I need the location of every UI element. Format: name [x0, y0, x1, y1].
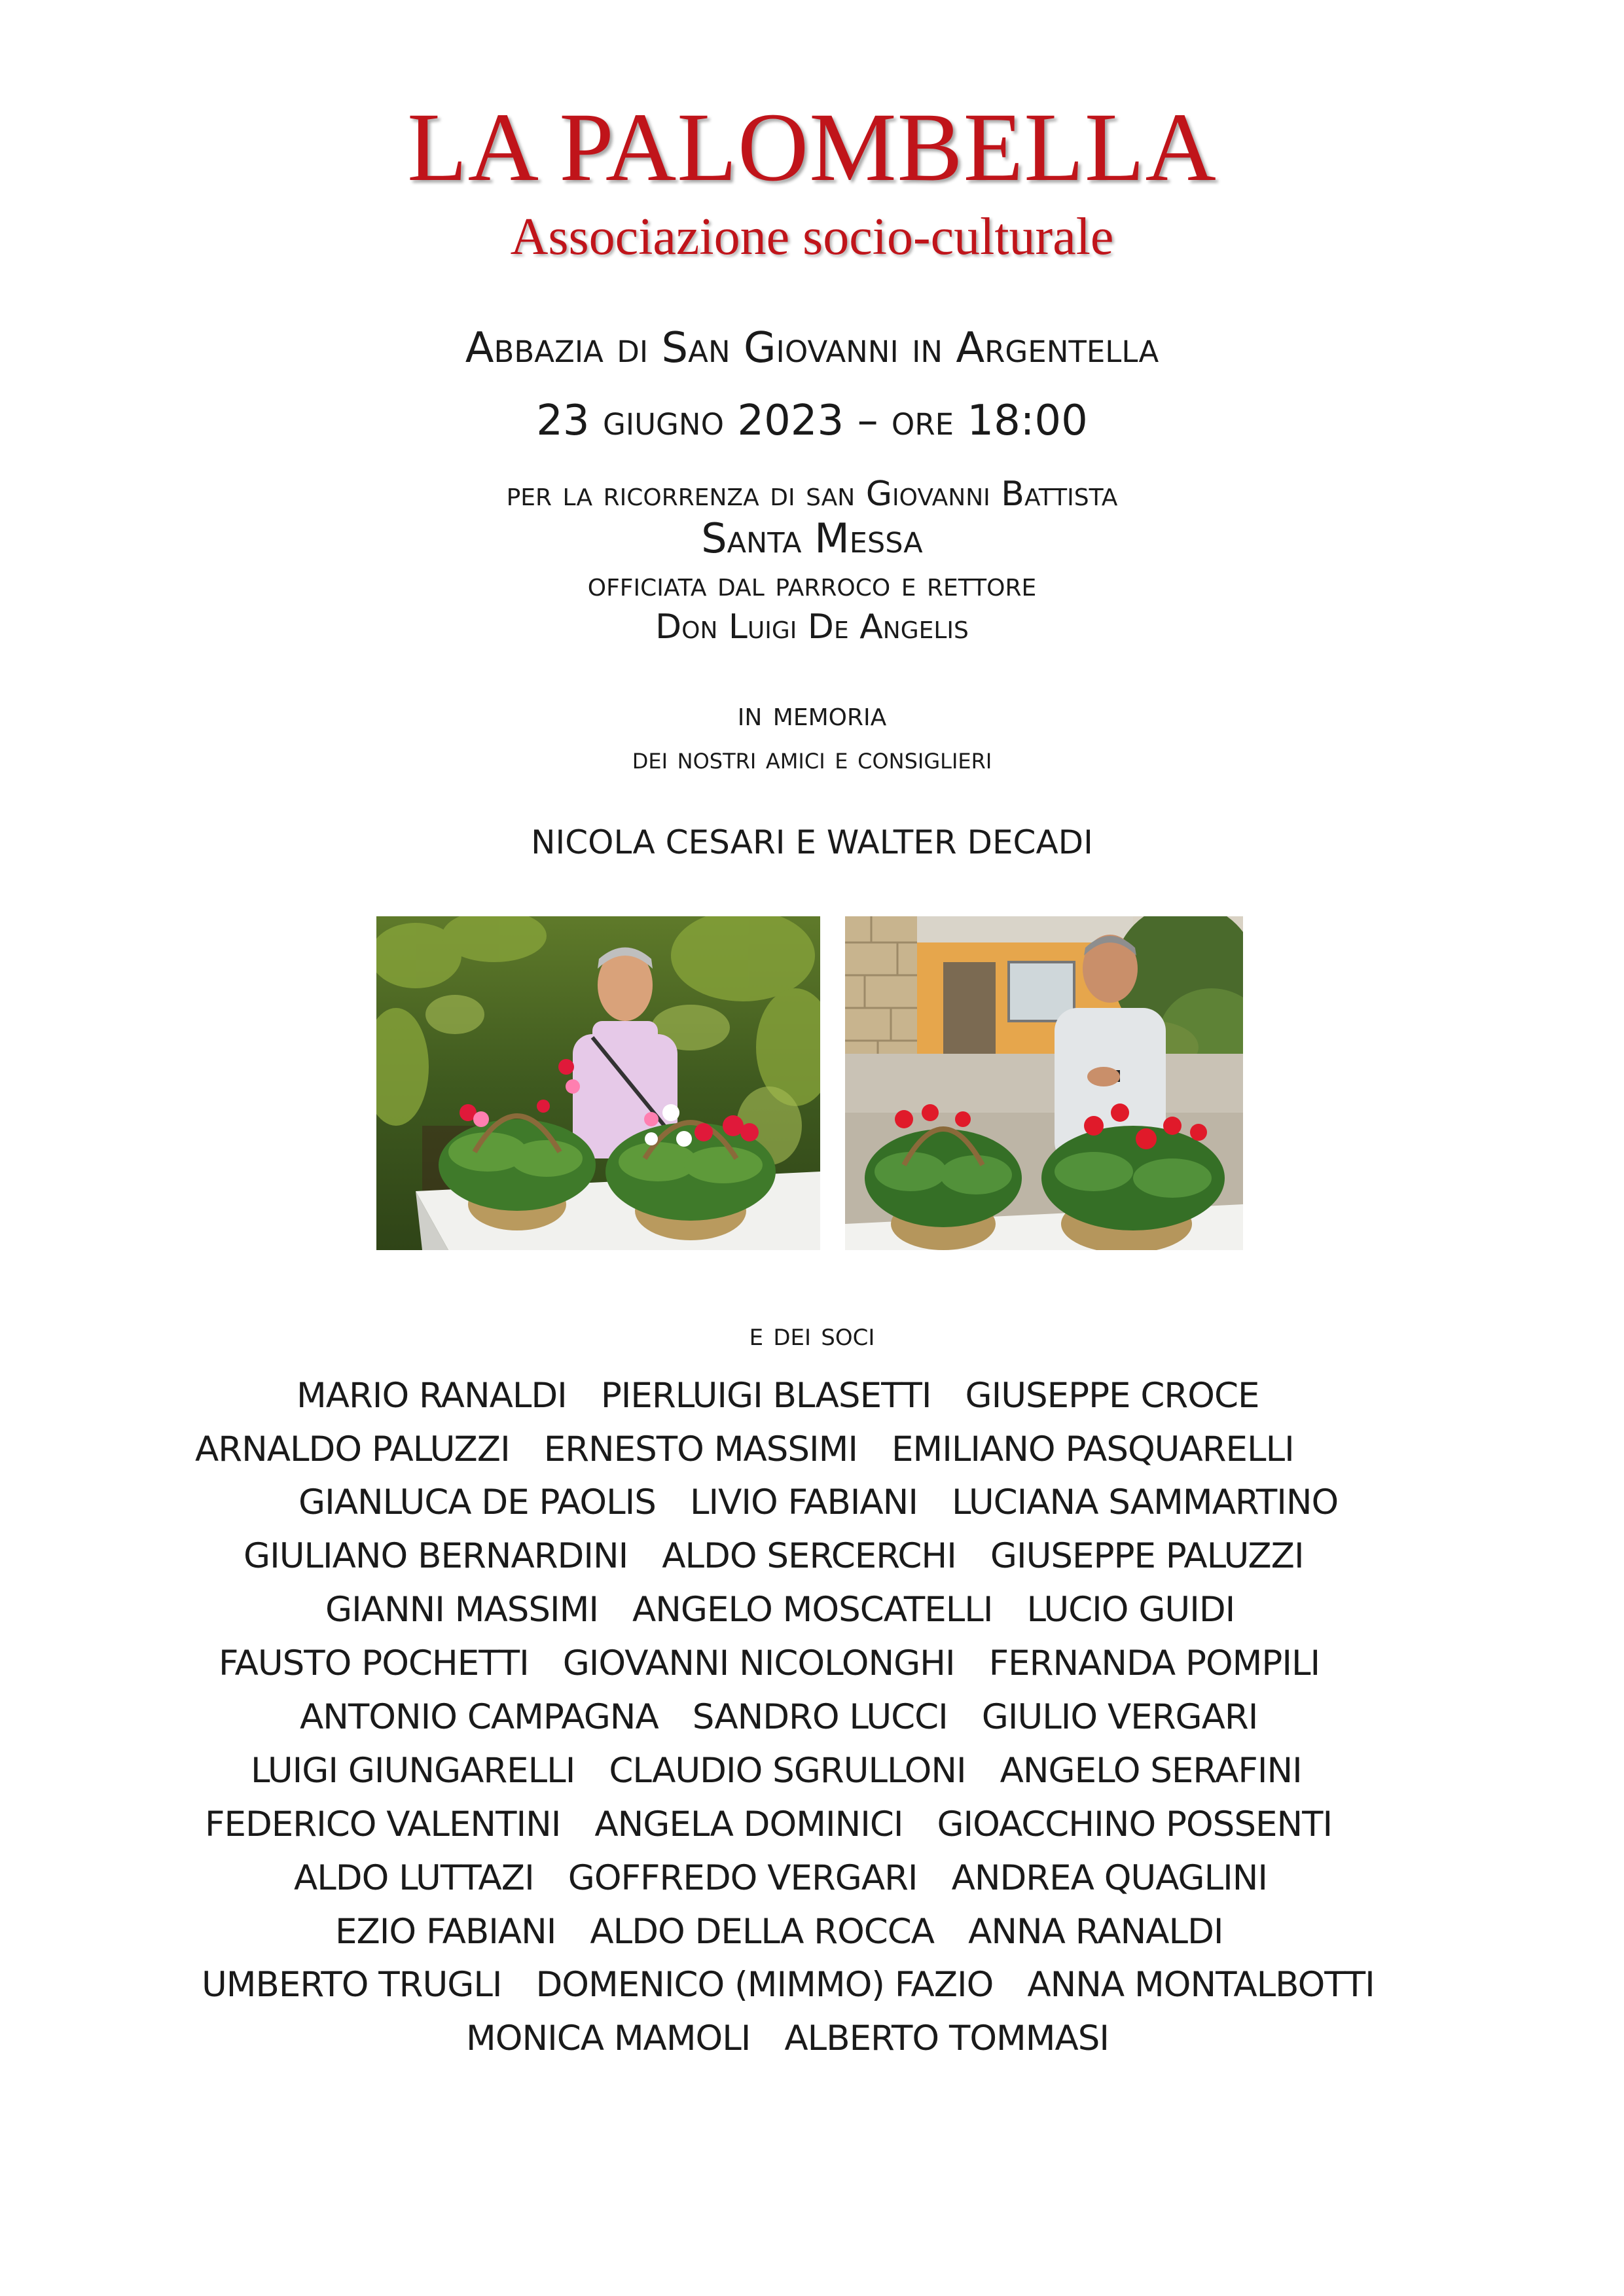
member-name: GIOACCHINO POSSENTI [937, 1804, 1333, 1844]
members-row [251, 1748, 1302, 1794]
member-name: ALDO SERCERCHI [662, 1536, 956, 1576]
member-name: EMILIANO PASQUARELLI [892, 1429, 1294, 1469]
member-name: CLAUDIO SGRULLONI [609, 1751, 966, 1791]
member-name: FERNANDA POMPILI [988, 1643, 1320, 1683]
member-name: ALDO DELLA ROCCA [590, 1912, 935, 1952]
member-name: ERNESTO MASSIMI [543, 1429, 858, 1469]
memorial-heading: in memoria [737, 694, 887, 734]
member-name: LUIGI GIUNGARELLI [251, 1751, 575, 1791]
member-name: GOFFREDO VERGARI [568, 1858, 918, 1898]
memorial-names: NICOLA CESARI E WALTER DECADI [531, 823, 1093, 861]
member-name: ANGELO SERAFINI [1000, 1751, 1302, 1791]
memorial-photo-nicola [376, 916, 820, 1250]
member-name: FEDERICO VALENTINI [205, 1804, 561, 1844]
memorial-subheading: dei nostri amici e consiglieri [632, 740, 992, 776]
member-name: LUCIANA SAMMARTINO [951, 1482, 1339, 1522]
member-name: ANDREA QUAGLINI [951, 1858, 1268, 1898]
event-venue: Abbazia di San Giovanni in Argentella [465, 324, 1159, 372]
event-occasion: per la ricorrenza di san Giovanni Battista [506, 475, 1118, 514]
member-name: EZIO FABIANI [335, 1912, 556, 1952]
member-name: SANDRO LUCCI [692, 1697, 948, 1737]
members-row [300, 1695, 1257, 1740]
member-name: DOMENICO (MIMMO) FAZIO [535, 1965, 994, 2005]
member-name: GIOVANNI NICOLONGHI [562, 1643, 955, 1683]
members-row [195, 1427, 1294, 1473]
members-row [297, 1373, 1259, 1419]
members-row [325, 1587, 1235, 1633]
members-row [205, 1802, 1332, 1848]
member-name: FAUSTO POCHETTI [219, 1643, 529, 1683]
members-row [466, 2016, 1109, 2062]
members-row [335, 1909, 1223, 1955]
event-mass: Santa Messa [701, 514, 923, 562]
member-name: GIUSEPPE PALUZZI [990, 1536, 1304, 1576]
member-name: GIULIO VERGARI [981, 1697, 1258, 1737]
members-heading: e dei soci [749, 1316, 875, 1353]
member-name: ALDO LUTTAZI [294, 1858, 534, 1898]
member-name: GIANNI MASSIMI [325, 1590, 598, 1630]
member-name: ANTONIO CAMPAGNA [300, 1697, 659, 1737]
members-row [219, 1641, 1320, 1687]
member-name: ANGELO MOSCATELLI [632, 1590, 993, 1630]
member-name: GIANLUCA DE PAOLIS [298, 1482, 656, 1522]
event-priest: Don Luigi De Angelis [655, 607, 969, 647]
member-name: MONICA MAMOLI [466, 2018, 751, 2058]
member-name: LUCIO GUIDI [1026, 1590, 1235, 1630]
member-name: UMBERTO TRUGLI [202, 1965, 502, 2005]
member-name: LIVIO FABIANI [689, 1482, 918, 1522]
event-officiated: officiata dal parroco e rettore [587, 565, 1037, 604]
members-row [298, 1480, 1338, 1526]
member-name: MARIO RANALDI [297, 1376, 567, 1416]
page-title: LA PALOMBELLA [407, 93, 1217, 202]
members-row [202, 1962, 1375, 2008]
event-datetime: 23 giugno 2023 – ore 18:00 [536, 397, 1088, 445]
members-row [294, 1856, 1267, 1901]
member-name: ALBERTO TOMMASI [784, 2018, 1110, 2058]
member-name: ARNALDO PALUZZI [195, 1429, 510, 1469]
members-row [244, 1534, 1304, 1579]
member-name: ANGELA DOMINICI [594, 1804, 903, 1844]
member-name: ANNA MONTALBOTTI [1027, 1965, 1375, 2005]
member-name: GIULIANO BERNARDINI [244, 1536, 628, 1576]
member-name: ANNA RANALDI [968, 1912, 1223, 1952]
member-name: GIUSEPPE CROCE [965, 1376, 1259, 1416]
memorial-photo-walter [845, 916, 1243, 1250]
page-subtitle: Associazione socio-culturale [510, 208, 1114, 266]
member-name: PIERLUIGI BLASETTI [600, 1376, 931, 1416]
